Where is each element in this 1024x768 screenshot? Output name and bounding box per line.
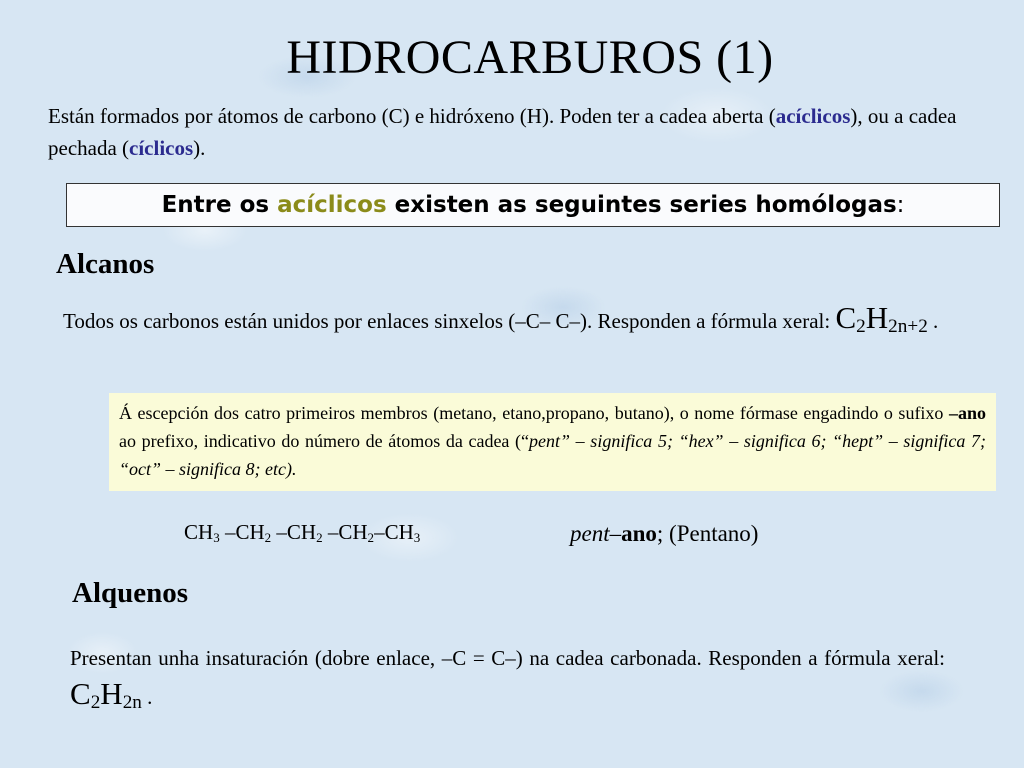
formula-c-subscript: 2 — [856, 316, 866, 338]
ciclicos-term: cíclicos — [129, 136, 194, 160]
note-text: Á escepción dos catro primeiros membros (metano, etano,propano, butano), o nome fórmase engadindo o sufixo — [119, 403, 949, 423]
alquenos-formula — [70, 676, 142, 714]
alcanos-formula — [835, 300, 928, 338]
alcanos-paragraph — [63, 301, 969, 338]
note-suffix: –ano — [948, 403, 986, 423]
intro-text: ), ou a cadea pechada ( — [48, 104, 957, 160]
alquenos-heading: Alquenos — [72, 577, 189, 609]
suffix-ano: ano — [621, 521, 657, 546]
alcanos-heading: Alcanos — [56, 248, 155, 280]
naming-note-box — [109, 393, 996, 491]
formula-h-subscript: 2n — [122, 692, 142, 714]
alcanos-text: Todos os carbonos están unidos por enlaces sinxelos (–C– C–). Responden a fórmula xeral: — [63, 309, 836, 333]
alcanos-end: . — [927, 309, 939, 333]
aciclicos-term: acíclicos — [775, 104, 851, 128]
intro-text: Están formados por átomos de carbono (C) e hidróxeno (H). Poden ter a cadea aberta ( — [48, 104, 776, 128]
formula-c: C — [835, 300, 857, 335]
pentane-name — [570, 521, 758, 547]
formula-h: H — [100, 676, 123, 711]
chain-group: $CH_3$ — [384, 520, 421, 545]
pentane-rest: ; (Pentano) — [656, 521, 759, 546]
name-dash: – — [609, 521, 622, 546]
formula-c-subscript: 2 — [90, 692, 101, 714]
pentane-chain-formula — [184, 520, 420, 545]
series-box-text: Entre os — [161, 192, 278, 218]
chain-group: $CH_2$ – — [235, 520, 287, 545]
series-box-text: existen as seguintes series homólogas — [386, 192, 897, 218]
note-examples: pent” – significa 5; “hex” – significa 6; “hept” – significa 7; “oct” – significa 8; etc). — [119, 431, 986, 479]
alquenos-text: Presentan unha insaturación (dobre enlace, –C = C–) na cadea carbonada. Responden a fórmula xeral: — [70, 646, 945, 670]
intro-paragraph — [48, 100, 1020, 164]
chain-group: $CH_3$ – — [184, 520, 236, 545]
chain-group: $CH_2-$ — [338, 520, 385, 545]
series-box-colon: : — [896, 192, 905, 218]
series-box-aciclicos: acíclicos — [277, 192, 387, 218]
alquenos-paragraph — [70, 640, 945, 715]
prefix-pent: pent — [570, 521, 610, 546]
formula-h-subscript: 2n+2 — [888, 316, 928, 338]
formula-c: C — [70, 676, 91, 711]
alquenos-end: . — [141, 685, 153, 709]
homologous-series-box — [66, 183, 1000, 227]
page-title: HIDROCARBUROS (1) — [286, 31, 774, 84]
formula-h: H — [865, 300, 889, 335]
note-text: ao prefixo, indicativo do número de átomos da cadea (“ — [119, 431, 530, 451]
intro-text: ). — [193, 136, 206, 160]
chain-group: $CH_2$ – — [286, 520, 339, 545]
